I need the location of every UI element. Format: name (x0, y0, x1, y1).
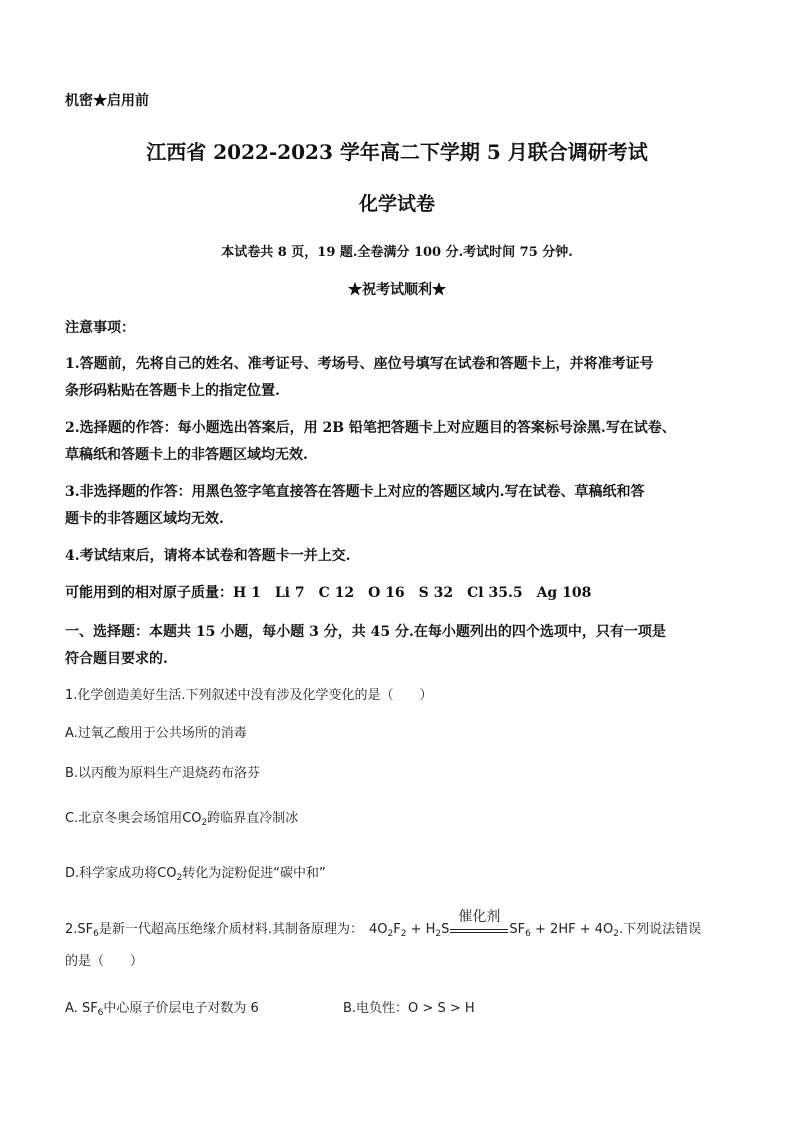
notice-item-3-line-2: 题卡的非答题区域均无效. (65, 511, 224, 527)
question-2-stem-line-2: 的是（ ） (65, 954, 144, 969)
question-1-option-d: D.科学家成功将$CO_2$转化为淀粉促进“碳中和” (65, 866, 326, 883)
question-2-option-b: B.电负性：O > S > H (343, 1001, 475, 1016)
exam-info: 本试卷共 8 页，19 题.全卷满分 100 分.考试时间 75 分钟. (221, 245, 573, 260)
notice-item-1-line-1: 1.答题前，先将自己的姓名、准考证号、考场号、座位号填写在试卷和答题卡上，并将准考证号 (65, 356, 654, 372)
question-1-option-b: B.以丙酸为原料生产退烧药布洛芬 (65, 766, 261, 781)
notice-item-4: 4.考试结束后，请将本试卷和答题卡一并上交. (65, 548, 351, 564)
atomic-mass-line: 可能用到的相对原子质量：H 1 Li 7 C 12 O 16 S 32 Cl 35.5 Ag 108 (65, 585, 592, 601)
exam-subject: 化学试卷 (358, 193, 435, 215)
catalyst-arrow: 催化剂 (450, 923, 508, 933)
notice-item-2-line-1: 2.选择题的作答：每小题选出答案后，用 2B 铅笔把答题卡上对应题目的答案标号涂黑.写在试卷、 (65, 420, 676, 436)
reaction-equation: $4O_2F_2 + H_2S$ 催化剂 $SF_6 + 2HF + 4O_2$ (369, 909, 619, 939)
question-1-option-a: A.过氧乙酸用于公共场所的消毒 (65, 726, 247, 741)
notice-item-3-line-1: 3.非选择题的作答：用黑色签字笔直接答在答题卡上对应的答题区域内.写在试卷、草稿纸和答 (65, 484, 645, 500)
section-1-heading-line-2: 符合题目要求的. (65, 651, 168, 667)
exam-title: 江西省 2022-2023 学年高二下学期 5 月联合调研考试 (146, 140, 648, 164)
question-2-stem-line-1: $2.SF_6$是新一代超高压绝缘介质材料.其制备原理为： $4O_2F_2 + H_2S$ 催化剂 $SF_6 + 2HF + 4O_2$.下列说法错误 (65, 909, 702, 939)
confidential-mark: 机密★启用前 (65, 93, 149, 109)
notice-heading: 注意事项： (65, 320, 135, 336)
notice-item-1-line-2: 条形码粘贴在答题卡上的指定位置. (65, 383, 280, 399)
notice-item-2-line-2: 草稿纸和答题卡上的非答题区域均无效. (65, 447, 308, 463)
good-luck-line: ★祝考试顺利★ (348, 282, 446, 298)
question-1-stem: 1.化学创造美好生活.下列叙述中没有涉及化学变化的是（ ） (65, 688, 433, 703)
question-2-option-a: A. $SF_6$中心原子价层电子对数为 6 (65, 1001, 259, 1018)
section-1-heading-line-1: 一、选择题：本题共 15 小题，每小题 3 分，共 45 分.在每小题列出的四个选项中，只有一项是 (65, 624, 666, 640)
question-1-option-c: C.北京冬奥会场馆用$CO_2$跨临界直冷制冰 (65, 811, 299, 828)
